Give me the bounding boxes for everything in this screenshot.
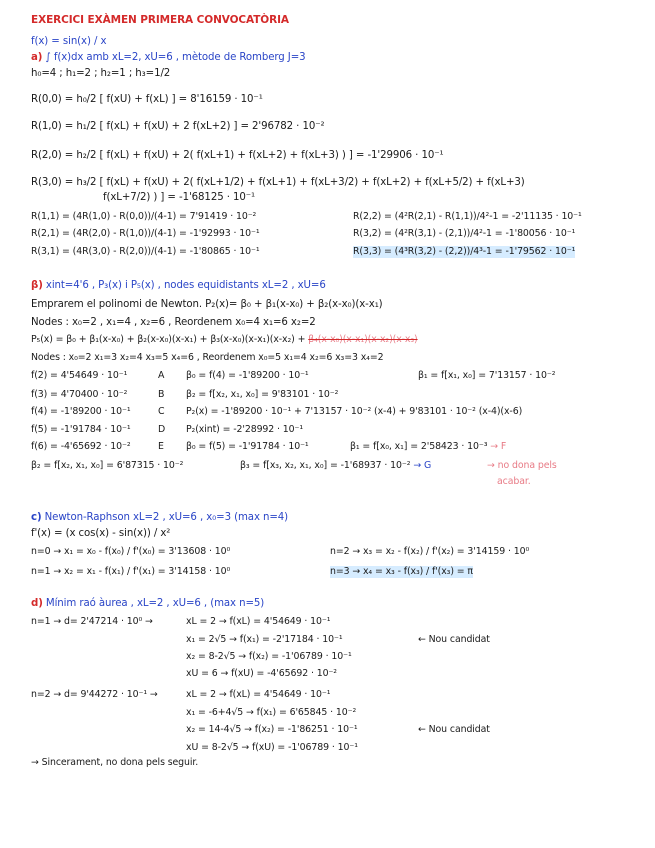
section-a-label: a) — [31, 52, 43, 63]
newton-intro: Emprarem el polinomi de Newton. P₂(x)= β₀ + β₁(x-x₀) + β₂(x-x₀)(x-x₁) — [31, 299, 383, 310]
p5-main: P₅(x) = β₀ + β₁(x-x₀) + β₂(x-x₀)(x-x₁) + β₃(x-x₀)(x-x₁)(x-x₂) + — [31, 334, 309, 345]
p2-at-xint: P₂(xint) = -2'28992 · 10⁻¹ — [186, 424, 304, 435]
function-definition: f(x) = sin(x) / x — [31, 36, 107, 47]
f-value-5: f(5) = -1'91784 · 10⁻¹ — [31, 424, 131, 435]
golden-n2-d: n=2 → d= 9'44272 · 10⁻¹ → — [31, 689, 158, 700]
nr-step-3-highlighted: n=3 → x₄ = x₃ - f(x₃) / f'(x₃) = π — [330, 566, 473, 577]
page-title: EXERCICI EXÀMEN PRIMERA CONVOCATÒRIA — [31, 14, 289, 26]
tag-b: B — [158, 389, 165, 400]
derivative: f'(x) = (x cos(x) - sin(x)) / x² — [31, 528, 171, 539]
note-line1: → no dona pels — [487, 460, 557, 471]
beta1-second — [350, 441, 506, 453]
section-c-header — [31, 512, 288, 524]
section-b-label: β) — [31, 280, 43, 291]
section-d-title: Mínim raó àurea , xL=2 , xU=6 , (max n=5) — [45, 598, 265, 609]
beta3-second-tag: → G — [413, 460, 432, 471]
romberg-r22: R(2,2) = (4²R(2,1) - R(1,1))/4²-1 = -2'11135 · 10⁻¹ — [353, 211, 582, 222]
tag-d: D — [158, 424, 166, 435]
section-c-label: c) — [31, 512, 42, 523]
romberg-r10: R(1,0) = h₁/2 [ f(xL) + f(xU) + 2 f(xL+2) ] = 2'96782 · 10⁻² — [31, 121, 325, 132]
romberg-r30-line1: R(3,0) = h₃/2 [ f(xL) + f(xU) + 2( f(xL+1/2) + f(xL+1) + f(xL+3/2) + f(xL+2) + f(xL+5/2) + f(xL+3) — [31, 177, 525, 188]
p5-polynomial — [31, 334, 418, 346]
golden-n1-x2: x₂ = 8-2√5 → f(x₂) = -1'06789 · 10⁻¹ — [186, 651, 352, 662]
golden-n2-xu: xU = 8-2√5 → f(xU) = -1'06789 · 10⁻¹ — [186, 742, 358, 753]
golden-n2-x2: x₂ = 14-4√5 → f(x₂) = -1'86251 · 10⁻¹ — [186, 724, 358, 735]
section-c-title: Newton-Raphson xL=2 , xU=6 , x₀=3 (max n=4) — [44, 512, 289, 523]
section-a-header — [31, 52, 306, 64]
p2-polynomial: P₂(x) = -1'89200 · 10⁻¹ + 7'13157 · 10⁻² (x-4) + 9'83101 · 10⁻² (x-4)(x-6) — [186, 406, 523, 417]
beta2-second: β₂ = f[x₂, x₁, x₀] = 6'87315 · 10⁻² — [31, 460, 184, 471]
beta3-second-value: β₃ = f[x₃, x₂, x₁, x₀] = -1'68937 · 10⁻² — [240, 460, 411, 471]
beta2: β₂ = f[x₂, x₁, x₀] = 9'83101 · 10⁻² — [186, 389, 339, 400]
romberg-r33-highlighted: R(3,3) = (4³R(3,2) - (2,2))/4³-1 = -1'79562 · 10⁻¹ — [353, 246, 576, 257]
golden-n1-xu: xU = 6 → f(xU) = -4'65692 · 10⁻² — [186, 668, 337, 679]
nr-step-0: n=0 → x₁ = x₀ - f(x₀) / f'(x₀) = 3'13608 · 10⁰ — [31, 546, 231, 557]
section-d-header — [31, 598, 264, 610]
golden-n1-xl: xL = 2 → f(xL) = 4'54649 · 10⁻¹ — [186, 616, 331, 627]
romberg-r30-line2: f(xL+7/2) ) ] = -1'68125 · 10⁻¹ — [103, 192, 256, 203]
beta3-second — [240, 460, 431, 472]
section-d-label: d) — [31, 598, 43, 609]
nodes-second: Nodes : x₀=2 x₁=3 x₂=4 x₃=5 x₄=6 , Reordenem x₀=5 x₁=4 x₂=6 x₃=3 x₄=2 — [31, 352, 384, 363]
tag-c: C — [158, 406, 165, 417]
tag-a: A — [158, 370, 165, 381]
golden-n2-x1: x₁ = -6+4√5 → f(x₁) = 6'65845 · 10⁻² — [186, 707, 357, 718]
nodes-first: Nodes : x₀=2 , x₁=4 , x₂=6 , Reordenem x₀=4 x₁=6 x₂=2 — [31, 317, 316, 328]
section-b-header — [31, 280, 326, 292]
romberg-r21: R(2,1) = (4R(2,0) - R(1,0))/(4-1) = -1'92993 · 10⁻¹ — [31, 228, 260, 239]
golden-n2-candidate: ← Nou candidat — [418, 724, 490, 735]
romberg-r20: R(2,0) = h₂/2 [ f(xL) + f(xU) + 2( f(xL+1) + f(xL+2) + f(xL+3) ) ] = -1'29906 · 10⁻¹ — [31, 150, 444, 161]
romberg-r32: R(3,2) = (4²R(3,1) - (2,1))/4²-1 = -1'80056 · 10⁻¹ — [353, 228, 576, 239]
golden-n1-x1: x₁ = 2√5 → f(x₁) = -2'17184 · 10⁻¹ — [186, 634, 343, 645]
f-value-6: f(6) = -4'65692 · 10⁻² — [31, 441, 131, 452]
romberg-r11: R(1,1) = (4R(1,0) - R(0,0))/(4-1) = 7'91419 · 10⁻² — [31, 211, 257, 222]
closing-remark: → Sincerament, no dona pels seguir. — [31, 757, 199, 768]
tag-e: E — [158, 441, 164, 452]
beta0: β₀ = f(4) = -1'89200 · 10⁻¹ — [186, 370, 309, 381]
romberg-r31: R(3,1) = (4R(3,0) - R(2,0))/(4-1) = -1'80865 · 10⁻¹ — [31, 246, 260, 257]
beta1-second-value: β₁ = f[x₀, x₁] = 2'58423 · 10⁻³ — [350, 441, 488, 452]
golden-n2-xl: xL = 2 → f(xL) = 4'54649 · 10⁻¹ — [186, 689, 331, 700]
f-value-2: f(2) = 4'54649 · 10⁻¹ — [31, 370, 128, 381]
note-line2: acabar. — [497, 476, 531, 487]
p5-struck-term: β₄(x-x₀)(x-x₁)(x-x₂)(x-x₃) — [308, 334, 418, 345]
beta0-second: β₀ = f(5) = -1'91784 · 10⁻¹ — [186, 441, 309, 452]
nr-step-1: n=1 → x₂ = x₁ - f(x₁) / f'(x₁) = 3'14158 · 10⁰ — [31, 566, 231, 577]
f-value-4: f(4) = -1'89200 · 10⁻¹ — [31, 406, 131, 417]
romberg-r00: R(0,0) = h₀/2 [ f(xU) + f(xL) ] = 8'16159 · 10⁻¹ — [31, 94, 263, 105]
golden-n1-candidate: ← Nou candidat — [418, 634, 490, 645]
section-b-title: xint=4'6 , P₃(x) i P₅(x) , nodes equidistants xL=2 , xU=6 — [45, 280, 326, 291]
beta1: β₁ = f[x₁, x₀] = 7'13157 · 10⁻² — [418, 370, 556, 381]
f-value-3: f(3) = 4'70400 · 10⁻² — [31, 389, 128, 400]
golden-n1-d: n=1 → d= 2'47214 · 10⁰ → — [31, 616, 153, 627]
step-sizes: h₀=4 ; h₁=2 ; h₂=1 ; h₃=1/2 — [31, 68, 171, 79]
nr-step-2: n=2 → x₃ = x₂ - f(x₂) / f'(x₂) = 3'14159 · 10⁰ — [330, 546, 530, 557]
section-a-title: ∫ f(x)dx amb xL=2, xU=6 , mètode de Romberg J=3 — [45, 52, 306, 63]
beta1-second-tag: → F — [490, 441, 507, 452]
